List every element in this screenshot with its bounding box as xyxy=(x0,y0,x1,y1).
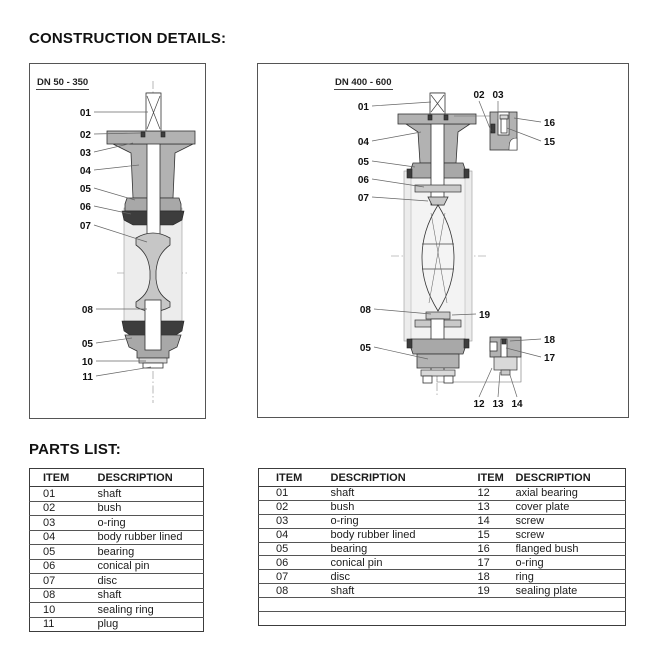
table-row xyxy=(30,530,204,545)
callout-label-11: 11 xyxy=(82,372,93,383)
bush-detail xyxy=(491,124,495,133)
table-cell: 17 xyxy=(461,556,516,570)
valve-drawing-dn400-600 xyxy=(258,64,628,417)
table-cell: 05 xyxy=(259,542,331,556)
callout-label-12: 12 xyxy=(473,399,485,410)
callout-label-04: 04 xyxy=(79,166,91,177)
callout-label-05: 05 xyxy=(357,157,369,168)
table-cell: 04 xyxy=(30,530,98,545)
table-cell: body rubber lined xyxy=(98,530,204,545)
callout-label-08: 08 xyxy=(81,305,93,316)
table-cell xyxy=(461,598,516,612)
table-row xyxy=(30,617,204,632)
table-cell: 12 xyxy=(461,487,516,501)
diagram-panel-dn50-350 xyxy=(29,63,206,419)
callout-label-05: 05 xyxy=(79,184,91,195)
table-cell xyxy=(259,612,331,626)
table-cell: 07 xyxy=(259,570,331,584)
table-row xyxy=(259,500,626,514)
seal-nub xyxy=(464,339,469,348)
column-header: DESCRIPTION xyxy=(516,469,626,487)
callout-leader-line xyxy=(479,368,492,397)
table-cell: 02 xyxy=(30,501,98,516)
table-cell xyxy=(516,612,626,626)
foot xyxy=(423,376,432,383)
callout-label-07: 07 xyxy=(79,221,91,232)
bearing-slot xyxy=(490,342,497,351)
screw-shaft xyxy=(501,119,507,133)
callout-leader-line xyxy=(96,367,151,376)
table-cell: 01 xyxy=(259,487,331,501)
plug xyxy=(143,363,163,368)
disc-hub xyxy=(428,197,448,205)
table-row xyxy=(30,574,204,589)
table-cell: shaft xyxy=(98,487,204,502)
callout-label-14: 14 xyxy=(511,399,523,410)
callout-leader-line xyxy=(514,118,541,122)
callout-label-08: 08 xyxy=(359,305,371,316)
callout-leader-line xyxy=(94,188,135,200)
table-row xyxy=(259,542,626,556)
table-cell xyxy=(259,598,331,612)
table-cell: bearing xyxy=(331,542,461,556)
dn-range-label: DN 50 - 350 xyxy=(37,77,89,88)
table-row xyxy=(259,584,626,598)
table-header-row xyxy=(30,469,204,487)
table-cell: conical pin xyxy=(98,559,204,574)
callout-label-02: 02 xyxy=(473,90,485,101)
table-cell: 02 xyxy=(259,500,331,514)
table-cell: 03 xyxy=(30,516,98,531)
screw-head xyxy=(502,339,506,344)
table-cell: body rubber lined xyxy=(331,528,461,542)
callout-label-17: 17 xyxy=(544,353,556,364)
table-cell: 16 xyxy=(461,542,516,556)
parts-table-dn50-350 xyxy=(29,468,204,632)
column-header: ITEM xyxy=(30,469,98,487)
table-cell: screw xyxy=(516,514,626,528)
callout-label-16: 16 xyxy=(544,118,556,129)
table-row xyxy=(259,612,626,626)
table-cell: shaft xyxy=(98,588,204,603)
table-cell: 08 xyxy=(30,588,98,603)
table-cell: sealing ring xyxy=(98,603,204,618)
table-cell: 06 xyxy=(30,559,98,574)
top-flange xyxy=(107,131,195,144)
table-row xyxy=(259,598,626,612)
table-cell: 05 xyxy=(30,545,98,560)
table-cell xyxy=(516,598,626,612)
table-cell: 07 xyxy=(30,574,98,589)
bearing-housing-lower xyxy=(411,339,465,354)
column-header: ITEM xyxy=(461,469,516,487)
table-cell: 15 xyxy=(461,528,516,542)
callout-leader-line xyxy=(498,372,500,397)
cover-plate xyxy=(494,357,517,370)
callout-label-13: 13 xyxy=(492,399,504,410)
diagram-panel-dn400-600 xyxy=(257,63,629,418)
valve-drawing-dn50-350 xyxy=(30,64,205,418)
sealing-ring xyxy=(139,358,167,363)
table-row xyxy=(259,570,626,584)
callout-label-18: 18 xyxy=(544,335,556,346)
callout-leader-line xyxy=(372,102,431,106)
table-row xyxy=(30,501,204,516)
table-row xyxy=(30,603,204,618)
table-cell: 03 xyxy=(259,514,331,528)
table-cell: o-ring xyxy=(516,556,626,570)
oring-section xyxy=(444,115,448,120)
lower-block xyxy=(417,354,459,368)
seal-nub xyxy=(407,339,412,348)
table-cell: sealing plate xyxy=(516,584,626,598)
dn-range-label: DN 400 - 600 xyxy=(335,77,392,88)
screw-head xyxy=(500,115,508,119)
callout-label-02: 02 xyxy=(79,130,91,141)
table-cell: 14 xyxy=(461,514,516,528)
callout-label-19: 19 xyxy=(479,310,491,321)
table-row xyxy=(259,514,626,528)
table-cell: plug xyxy=(98,617,204,632)
valve-cross-section-small xyxy=(107,81,195,403)
table-cell: axial bearing xyxy=(516,487,626,501)
construction-details-title: CONSTRUCTION DETAILS: xyxy=(29,30,227,47)
table-cell: conical pin xyxy=(331,556,461,570)
callout-leader-line xyxy=(372,161,415,167)
table-cell: 18 xyxy=(461,570,516,584)
table-cell xyxy=(331,598,461,612)
column-header: DESCRIPTION xyxy=(98,469,204,487)
seal-nub xyxy=(407,169,412,178)
table-row xyxy=(30,487,204,502)
oring-section xyxy=(161,132,165,137)
callout-label-01: 01 xyxy=(357,102,369,113)
table-row xyxy=(259,528,626,542)
bottom-plate xyxy=(421,370,455,376)
table-cell: flanged bush xyxy=(516,542,626,556)
conical-pin-ring xyxy=(415,185,461,192)
bush-section xyxy=(428,115,432,120)
detail-lower-bearing xyxy=(490,337,521,375)
parts-table-dn400-600 xyxy=(258,468,626,626)
table-cell: disc xyxy=(331,570,461,584)
screw-bottom xyxy=(501,370,510,375)
table-cell xyxy=(331,612,461,626)
callout-label-01: 01 xyxy=(79,108,91,119)
callout-label-05: 05 xyxy=(81,339,93,350)
table-cell: 01 xyxy=(30,487,98,502)
table-header-row xyxy=(259,469,626,487)
callout-label-07: 07 xyxy=(357,193,369,204)
table-cell: shaft xyxy=(331,584,461,598)
table-cell: o-ring xyxy=(98,516,204,531)
callout-label-06: 06 xyxy=(357,175,369,186)
table-cell: 13 xyxy=(461,500,516,514)
table-row xyxy=(259,556,626,570)
callout-label-03: 03 xyxy=(79,148,91,159)
foot xyxy=(444,376,453,383)
table-row xyxy=(30,588,204,603)
table-cell: cover plate xyxy=(516,500,626,514)
column-header: ITEM xyxy=(259,469,331,487)
table-cell: bush xyxy=(331,500,461,514)
callout-label-05: 05 xyxy=(359,343,371,354)
callout-label-15: 15 xyxy=(544,137,556,148)
table-row xyxy=(30,545,204,560)
table-cell: bearing xyxy=(98,545,204,560)
seal-nub xyxy=(464,169,469,178)
sealing-plate xyxy=(426,312,450,319)
table-cell: ring xyxy=(516,570,626,584)
table-cell: 10 xyxy=(30,603,98,618)
callout-leader-line xyxy=(510,375,517,397)
table-cell: screw xyxy=(516,528,626,542)
callout-label-06: 06 xyxy=(79,202,91,213)
lower-shaft xyxy=(145,300,161,350)
callout-label-10: 10 xyxy=(81,357,93,368)
bush-section xyxy=(141,132,145,137)
callout-label-04: 04 xyxy=(357,137,369,148)
table-cell: bush xyxy=(98,501,204,516)
table-cell: 19 xyxy=(461,584,516,598)
table-row xyxy=(30,559,204,574)
top-flange xyxy=(398,114,476,124)
table-row xyxy=(259,487,626,501)
table-cell: o-ring xyxy=(331,514,461,528)
table-cell: 08 xyxy=(259,584,331,598)
table-cell: shaft xyxy=(331,487,461,501)
callout-label-03: 03 xyxy=(492,90,504,101)
callout-leader-line xyxy=(372,132,421,141)
table-cell xyxy=(461,612,516,626)
table-cell: disc xyxy=(98,574,204,589)
table-cell: 06 xyxy=(259,556,331,570)
table-cell: 11 xyxy=(30,617,98,632)
column-header: DESCRIPTION xyxy=(331,469,461,487)
parts-list-title: PARTS LIST: xyxy=(29,441,121,458)
table-cell: 04 xyxy=(259,528,331,542)
table-row xyxy=(30,516,204,531)
